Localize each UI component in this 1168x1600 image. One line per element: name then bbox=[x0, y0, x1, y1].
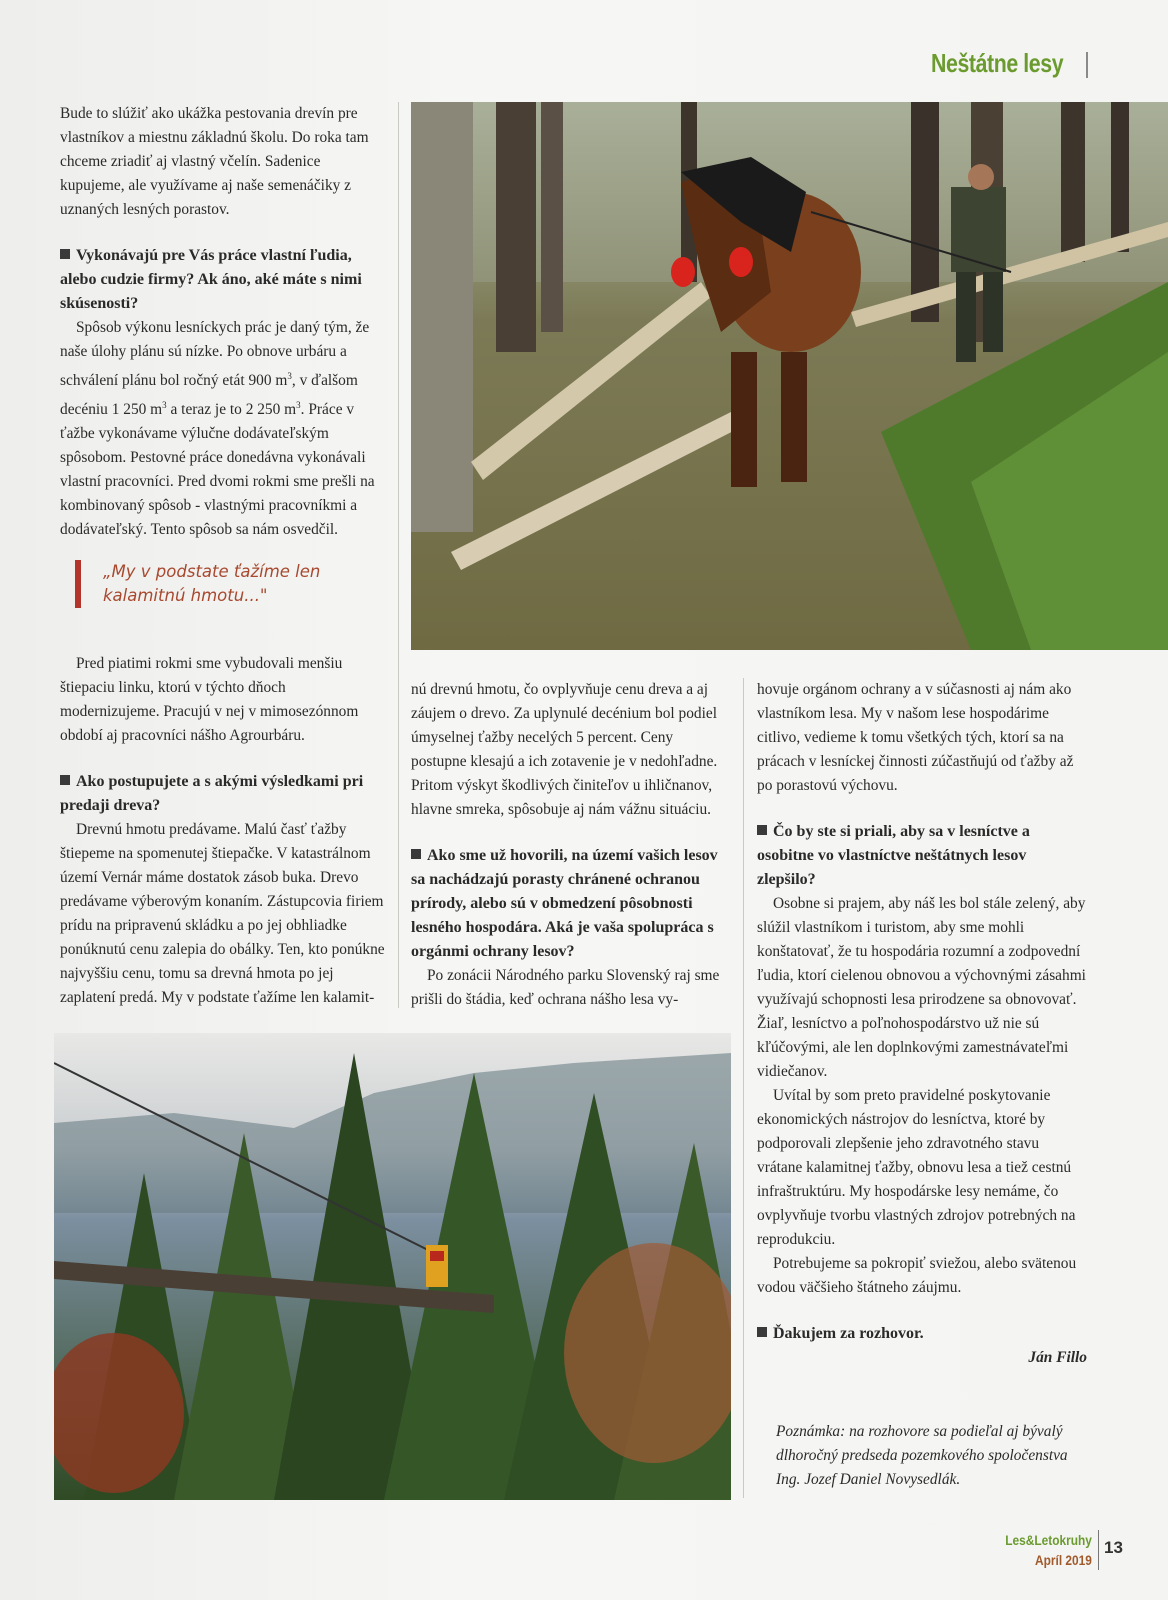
question-2: Ako postupujete a s akými výsledkami pri predaji dreva? bbox=[60, 773, 364, 814]
answer-4-paragraph-1: Osobne si prajem, aby náš les bol stále zelený, aby slúžil vlastníkom i turistom, aby sme mohli konštatovať, že tu hospodária rozumní a zodpovední ľudia, ktorí cielenou obnovou a výchovnými zásahmi využívajú schopnosti lesa prirodzene sa obnovovať. Žiaľ, lesníctvo a poľnohospodárstvo už nie sú kľúčovými, ale len doplnkovými zamestnávateľmi vidiečanov. bbox=[757, 895, 1086, 1080]
bullet-square-icon bbox=[757, 1327, 767, 1337]
answer-1: Spôsob výkonu lesníckych prác je daný tým, že naše úlohy plánu sú nízke. Po obnove urbáru a schválení plánu bol ročný etát 900 $m^3$, v ďalšom decéniu 1 250 $m^3$ a teraz je to 2 250 $m^3$. Práce v ťažbe vykonávame výlučne dodávateľským spôsobom. Pestovné práce donedávna vykonávali vlastní pracovníci. Pred dvomi rokmi sme prešli na kombinovaný spôsob - vlastnými pracovníkmi a dodávateľský. Tento spôsob sa nám osvedčil. bbox=[60, 319, 375, 539]
column-1-bottom bbox=[60, 652, 385, 1010]
bullet-square-icon bbox=[411, 849, 421, 859]
cable-logging-photo bbox=[54, 1033, 731, 1500]
magazine-name: Les&Letokruhy bbox=[1005, 1532, 1092, 1548]
footer-magazine bbox=[1005, 1530, 1092, 1570]
continued-paragraph: nú drevnú hmotu, čo ovplyvňuje cenu dreva a aj záujem o drevo. Za uplynulé decénium bol podiel úmyselnej ťažby necelých 5 percent. Ceny postupne klesajú a ich zotavenie je v nedohľadne. Pritom výskyt škodlivých činiteľov u ihličnanov, hlavne smreka, spôsobuje aj nám vážnu situáciu. bbox=[411, 681, 718, 818]
intro-paragraph: Bude to slúžiť ako ukážka pestovania drevín pre vlastníkov a miestnu základnú školu. Do roka tam chceme zriadiť aj vlastný včelín. Sadenice kupujeme, ale využívame aj naše semenáčiky z uznaných lesných porastov. bbox=[60, 105, 369, 218]
question-4: Čo by ste si priali, aby sa v lesníctve a osobitne vo vlastníctve neštátnych lesov zlepšilo? bbox=[757, 823, 1030, 888]
bullet-square-icon bbox=[757, 825, 767, 835]
section-title: Neštátne lesy bbox=[930, 48, 1063, 78]
question-3: Ako sme už hovorili, na území vašich lesov sa nachádzajú porasty chránené ochranou prírody, alebo sú v obmedzení pôsobnosti lesného hospodára. Aká je vaša spolupráca s orgánmi ochrany lesov? bbox=[411, 847, 718, 960]
answer-2: Drevnú hmotu predávame. Malú časť ťažby štiepeme na spomenutej štiepačke. V katastrálnom území Vernár máme dostatok zásob buka. Drevo predávame výberovým konaním. Zástupcovia firiem prídu na pripravenú skládku a po jej obhliadke ponúknutú cenu zalepia do obálky. Ten, kto ponúkne najvyššiu cenu, tomu sa drevná hmota po jej zaplatení predá. My v podstate ťažíme len kalamit- bbox=[60, 821, 385, 1006]
column-2 bbox=[411, 678, 726, 1012]
column-rule bbox=[398, 102, 399, 1008]
pull-quote: „My v podstate ťažíme len kalamitnú hmotu..." bbox=[75, 560, 403, 608]
footer-divider bbox=[1098, 1530, 1099, 1570]
page-number: 13 bbox=[1104, 1538, 1123, 1557]
question-1: Vykonávajú pre Vás práce vlastní ľudia, alebo cudzie firmy? Ak áno, aké máte s nimi skúsenosti? bbox=[60, 247, 362, 312]
author-name: Ján Fillo bbox=[1028, 1349, 1087, 1366]
editor-note: Poznámka: na rozhovore sa podieľal aj bývalý dlhoročný predseda pozemkového spoločenstva Ing. Jozef Daniel Novysedlák. bbox=[776, 1423, 1068, 1488]
linka-paragraph: Pred piatimi rokmi sme vybudovali menšiu štiepaciu linku, ktorú v týchto dňoch modernizujeme. Pracujú v nej v mimosezónnom období aj pracovníci nášho Agrourbáru. bbox=[60, 655, 359, 744]
answer-3: Po zonácii Národného parku Slovenský raj sme prišli do štádia, keď ochrana nášho lesa vy- bbox=[411, 967, 720, 1008]
column-rule bbox=[743, 678, 744, 1498]
horse-logging-photo bbox=[411, 102, 1168, 650]
answer-4-paragraph-2: Uvítal by som preto pravidelné poskytovanie ekonomických nástrojov do lesníctva, ktoré by podporovali zlepšenie jeho zdravotného stavu vrátane kalamitnej ťažby, obnovu lesa a tiež cestnú infraštruktúru. My hospodárske lesy nemáme, čo ovplyvňuje tvorbu vlastných zdrojov potrebných na reprodukciu. bbox=[757, 1087, 1076, 1248]
column-1-top bbox=[60, 102, 385, 542]
section-divider bbox=[1086, 52, 1088, 78]
issue-date: Apríl 2019 bbox=[1035, 1552, 1092, 1568]
column-3 bbox=[757, 678, 1087, 1370]
answer-4-paragraph-3: Potrebujeme sa pokropiť sviežou, alebo svätenou vodou väčšieho štátneho záujmu. bbox=[757, 1255, 1077, 1296]
bullet-square-icon bbox=[60, 249, 70, 259]
continued-paragraph: hovuje orgánom ochrany a v súčasnosti aj nám ako vlastníkom lesa. My v našom lese hospodárime citlivo, vedieme k tomu všetkých tých, ktorí sa na prácach v lesníckej činnosti zúčastňujú od ťažby až po porastovú výchovu. bbox=[757, 681, 1074, 794]
bullet-square-icon bbox=[60, 775, 70, 785]
closing-thanks: Ďakujem za rozhovor. bbox=[757, 1322, 1087, 1346]
